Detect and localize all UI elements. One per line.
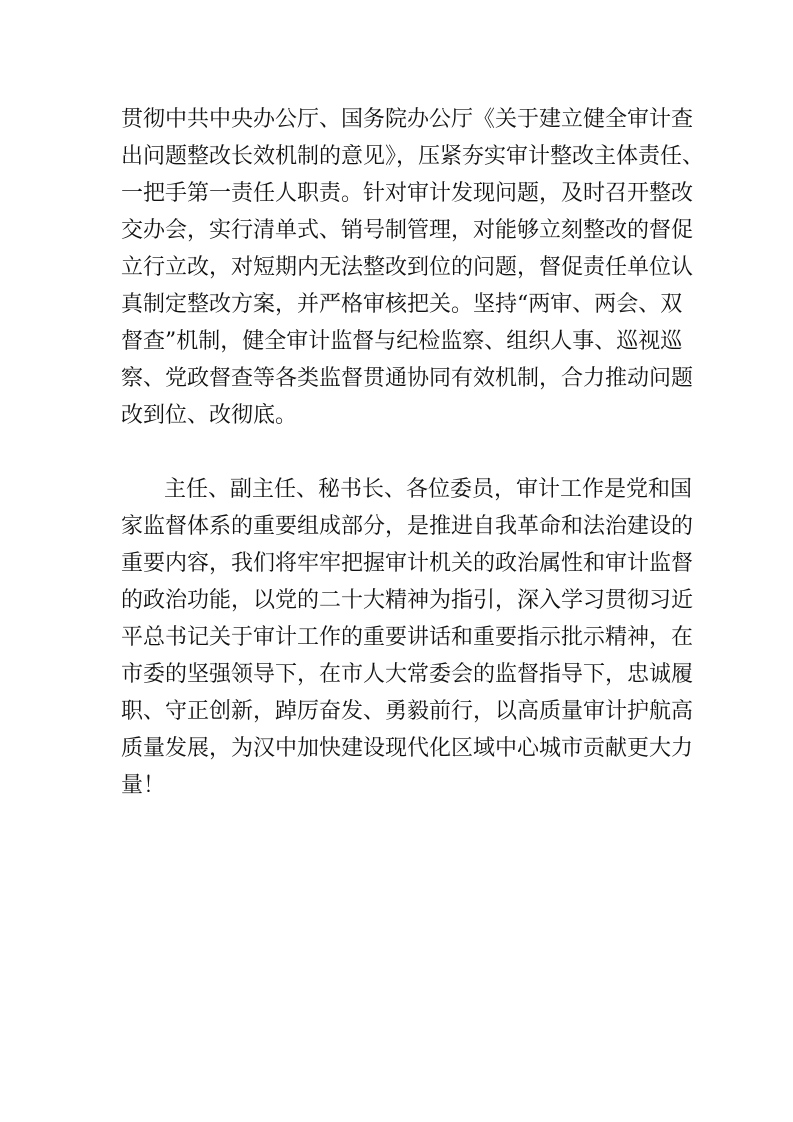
text-line: 改到位、改彻底。 bbox=[121, 403, 298, 428]
text-line: 出问题整改长效机制的意见》，压紧夯实审计整改主体责任、 bbox=[121, 144, 705, 169]
text-line: 察、党政督查等各类监督贯通协同有效机制，合力推动问题 bbox=[121, 366, 694, 391]
text-line: 立行立改，对短期内无法整改到位的问题，督促责任单位认 bbox=[121, 255, 694, 280]
text-line: 贯彻中共中央办公厅、国务院办公厅《关于建立健全审计查 bbox=[121, 107, 694, 132]
text-line: 一把手第一责任人职责。针对审计发现问题，及时召开整改 bbox=[121, 181, 694, 206]
text-line: 平总书记关于审计工作的重要讲话和重要指示批示精神，在 bbox=[121, 625, 694, 650]
text-line: 重要内容，我们将牢牢把握审计机关的政治属性和审计监督 bbox=[121, 551, 694, 576]
text-line: 市委的坚强领导下，在市人大常委会的监督指导下，忠诚履 bbox=[121, 662, 694, 687]
text-line: 职、守正创新，踔厉奋发、勇毅前行，以高质量审计护航高 bbox=[121, 699, 694, 724]
text-line: 的政治功能，以党的二十大精神为指引，深入学习贯彻习近 bbox=[121, 588, 694, 613]
text-line: 质量发展，为汉中加快建设现代化区域中心城市贡献更大力 bbox=[121, 736, 694, 761]
text-line: 督查”机制，健全审计监督与纪检监察、组织人事、巡视巡 bbox=[121, 329, 683, 354]
text-line: 家监督体系的重要组成部分，是推进自我革命和法治建设的 bbox=[121, 514, 694, 539]
text-line: 真制定整改方案，并严格审核把关。坚持“两审、两会、双 bbox=[121, 292, 683, 317]
text-line: 量！ bbox=[121, 773, 166, 798]
text-line: 交办会，实行清单式、销号制管理，对能够立刻整改的督促 bbox=[121, 218, 694, 243]
text-line: 主任、副主任、秘书长、各位委员，审计工作是党和国 bbox=[164, 477, 693, 502]
